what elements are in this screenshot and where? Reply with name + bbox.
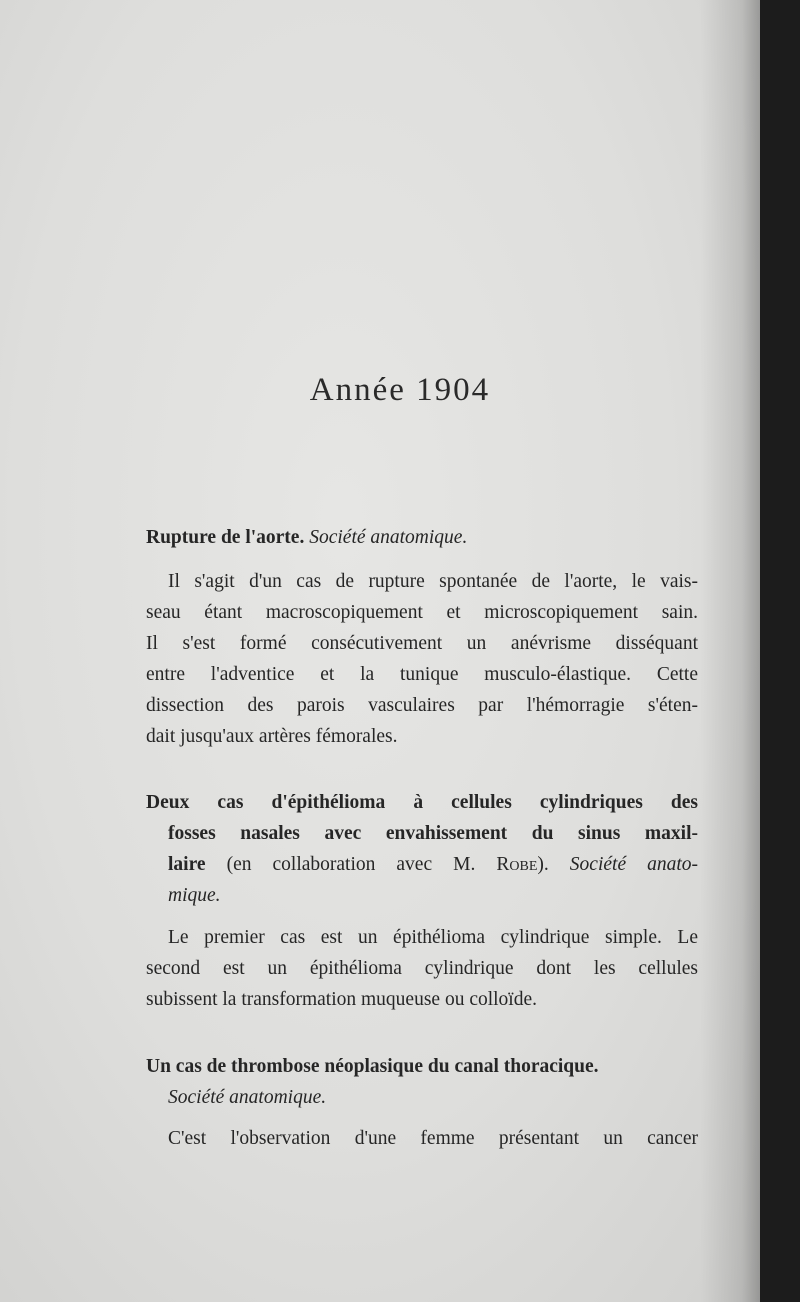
article-1-line-1: Il s'agit d'un cas de rupture spontanée de l'aorte, le vais- [168, 571, 698, 592]
article-2-title-line-3 [168, 849, 698, 881]
article-2-venue-part-1: Société anato- [569, 854, 699, 875]
article-3-title-line-2 [168, 1082, 326, 1114]
page-gutter-shadow [700, 0, 760, 1302]
article-2-line-1: Le premier cas est un épithélioma cylindrique simple. Le [168, 927, 698, 948]
article-1-line-3: Il s'est formé consécutivement un anévrisme disséquant [146, 633, 698, 654]
article-1-line-5: dissection des parois vasculaires par l'hémorragie s'éten- [146, 695, 698, 716]
article-2-title-line-2: fosses nasales avec envahissement du sinus maxil- [168, 823, 698, 844]
article-2-line-3: subissent la transformation muqueuse ou colloïde. [146, 989, 538, 1010]
article-1-line-4: entre l'adventice et la tunique musculo-élastique. Cette [146, 664, 698, 685]
article-2-title-line-4 [168, 880, 221, 912]
article-1-line-6: dait jusqu'aux artères fémorales. [146, 726, 398, 747]
article-2-title-line-1: Deux cas d'épithélioma à cellules cylindriques des [146, 792, 698, 813]
article-2-collaborator: Robe [496, 854, 538, 875]
article-3-title: Un cas de thrombose néoplasique du canal thoracique. [146, 1056, 599, 1077]
article-3-venue: Société anatomique. [168, 1087, 327, 1108]
article-1-title-text: Rupture de l'aorte. [146, 527, 305, 548]
article-1-title [146, 522, 467, 554]
article-2-venue-part-2: mique. [168, 885, 221, 906]
article-2-line-2: second est un épithélioma cylindrique dont les cellules [146, 958, 698, 979]
article-2-collab-close: ). [537, 854, 549, 875]
article-3-line-1: C'est l'observation d'une femme présentant un cancer [168, 1128, 698, 1149]
article-2-collab-text: (en collaboration avec M. [226, 854, 476, 875]
year-heading: Année 1904 [309, 372, 491, 408]
article-1-line-2: seau étant macroscopiquement et microscopiquement sain. [146, 602, 698, 623]
article-1-venue: Société anatomique. [309, 527, 468, 548]
article-2-title-bold-end: laire [168, 854, 206, 875]
